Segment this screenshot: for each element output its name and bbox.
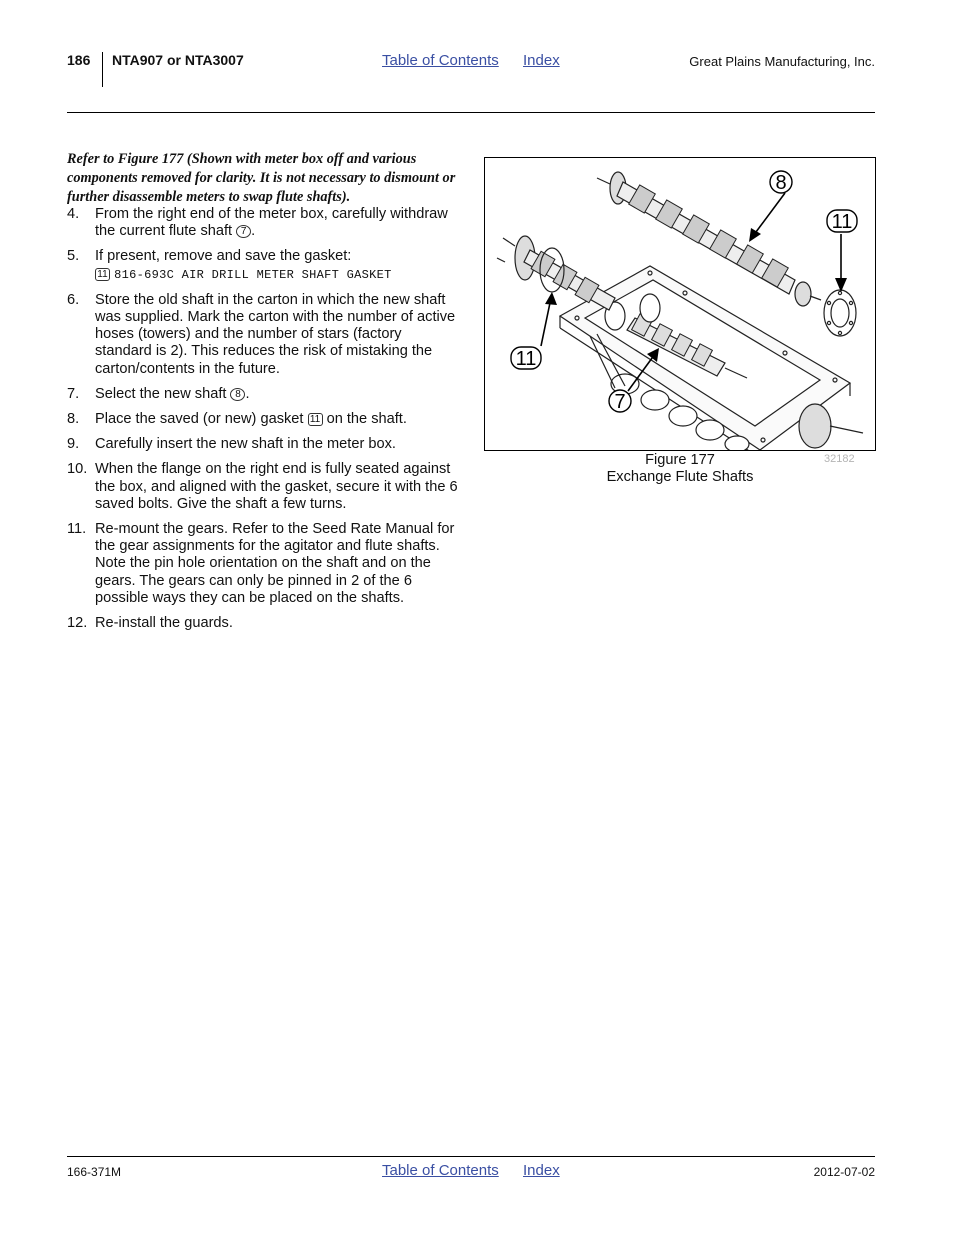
step-number: 5. — [67, 248, 80, 265]
step-number: 10. — [67, 461, 88, 478]
callout-label: 8 — [775, 172, 787, 194]
step-text: Place the saved (or new) gasket — [95, 411, 308, 428]
step-number: 9. — [67, 436, 80, 453]
footer-toc-link[interactable]: Table of Contents — [382, 1162, 499, 1179]
step-item — [67, 461, 459, 513]
callout-badge: 7 — [236, 225, 251, 238]
figure-frame — [484, 157, 876, 451]
intro-note: Refer to Figure 177 (Shown with meter box off and various components removed for clarity. It is not necessary to dismount or further disassemble meters to swap flute shafts). — [67, 151, 456, 205]
step-item — [67, 615, 459, 632]
step-text: Re-install the guards. — [95, 615, 233, 632]
step-text: When the flange on the right end is fully seated against the box, and aligned with the gasket, secure it with the 6 saved bolts. Give the shaft a few turns. — [95, 461, 458, 512]
step-text-end: . — [251, 223, 256, 240]
callout-badge: 8 — [230, 388, 245, 401]
step-number: 7. — [67, 385, 80, 402]
step-number: 8. — [67, 411, 80, 428]
step-item — [67, 206, 459, 240]
meter-shaft-illustration — [485, 158, 875, 450]
step-text: Carefully insert the new shaft in the meter box. — [95, 436, 396, 453]
callout-label: 11 — [831, 211, 853, 233]
part-number: 816-693C AIR DRILL METER SHAFT GASKET — [114, 267, 392, 282]
step-item — [67, 521, 459, 607]
step-text-end: . — [245, 385, 250, 402]
callout-badge: 11 — [308, 413, 323, 426]
company-name: Great Plains Manufacturing, Inc. — [689, 54, 875, 69]
doc-number: 166-371M — [67, 1165, 122, 1179]
part-callout-badge: 11 — [95, 268, 110, 281]
figure-id: 32182 — [824, 453, 855, 465]
step-item — [67, 292, 459, 378]
step-item — [67, 436, 459, 453]
step-list — [67, 206, 459, 640]
header-rule — [67, 112, 875, 113]
footer-index-link[interactable]: Index — [523, 1162, 560, 1179]
step-item — [67, 411, 459, 428]
callout-label: 11 — [515, 348, 537, 370]
step-item — [67, 386, 459, 403]
step-text-end: on the shaft. — [322, 411, 407, 428]
page-number: 186 — [67, 52, 91, 68]
step-number: 12. — [67, 615, 88, 632]
step-text: Store the old shaft in the carton in which the new shaft was supplied. Mark the carton with the number of active hoses (towers) and the number of stars (factory standard is 2). This reduces the risk of mistaking the carton/contents in the future. — [95, 291, 456, 377]
header-toc-link[interactable]: Table of Contents — [382, 52, 499, 69]
footer-rule — [67, 1156, 875, 1157]
step-item — [67, 248, 459, 283]
step-text: Re-mount the gears. Refer to the Seed Rate Manual for the gear assignments for the agitator and flute shafts. Note the pin hole orientation on the shaft and on the gears. The gears can only be pinned in 2 of the 6 possible ways they can be placed on the shafts. — [95, 521, 455, 606]
step-number: 11. — [67, 521, 87, 538]
figure-title: Exchange Flute Shafts — [606, 469, 754, 485]
step-number: 4. — [67, 206, 80, 222]
header-divider — [102, 52, 103, 87]
step-text: Select the new shaft — [95, 385, 231, 402]
header-index-link[interactable]: Index — [523, 52, 560, 69]
model-title: NTA907 or NTA3007 — [112, 52, 244, 68]
callout-label: 7 — [614, 391, 626, 413]
step-number: 6. — [67, 291, 80, 308]
step-text: If present, remove and save the gasket: — [95, 248, 352, 265]
step-text: From the right end of the meter box, carefully withdraw the current flute shaft — [95, 206, 448, 240]
figure-caption — [484, 452, 876, 486]
doc-date: 2012-07-02 — [813, 1165, 875, 1179]
figure-number: Figure 177 — [645, 452, 715, 468]
